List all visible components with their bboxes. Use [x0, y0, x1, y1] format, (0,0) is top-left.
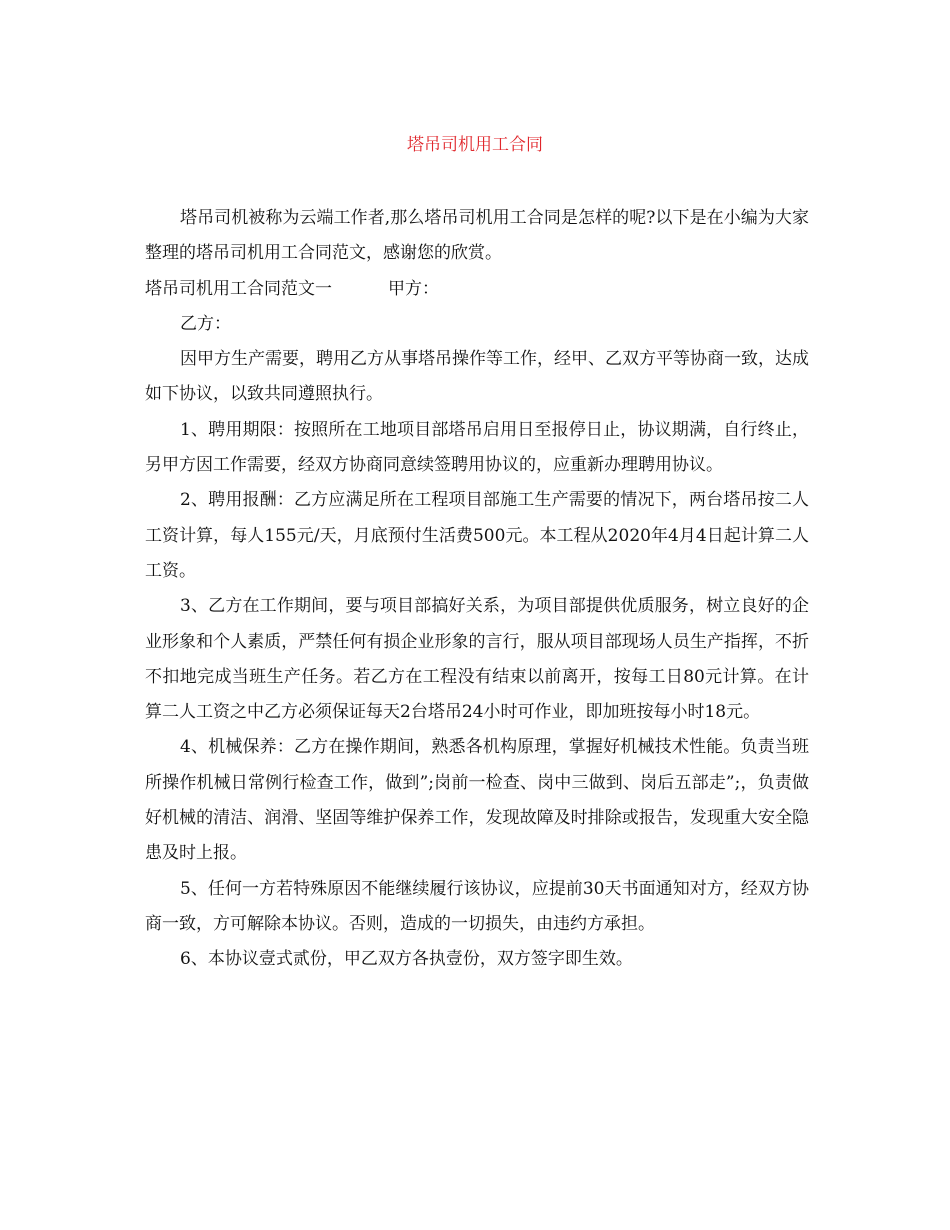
document-title: 塔吊司机用工合同	[407, 135, 543, 155]
clause-3: 3、乙方在工作期间，要与项目部搞好关系，为项目部提供优质服务，树立良好的企业形象和个人素质，严禁任何有损企业形象的言行，服从项目部现场人员生产指挥，不折不扣地完成当班生产任务。若乙方在工程没有结束以前离开，按每工日80元计算。在计算二人工资之中乙方必须保证每天2台塔吊24小时可作业，即加班按每小时18元。	[145, 596, 809, 723]
clause-5: 5、任何一方若特殊原因不能继续履行该协议，应提前30天书面通知对方，经双方协商一致，方可解除本协议。否则，造成的一切损失，由违约方承担。	[145, 878, 809, 934]
clause-6: 6、本协议壹式贰份，甲乙双方各执壹份，双方签字即生效。	[180, 949, 633, 970]
party-b-label: 乙方：	[180, 313, 231, 334]
clause-4: 4、机械保养：乙方在操作期间，熟悉各机构原理，掌握好机械技术性能。负责当班所操作机械日常例行检查工作，做到”;岗前一检查、岗中三做到、岗后五部走”;，负责做好机械的清洁、润滑、坚固等维护保养工作，发现故障及时排除或报告，发现重大安全隐患及时上报。	[145, 737, 809, 864]
clause-2: 2、聘用报酬：乙方应满足所在工程项目部施工生产需要的情况下，两台塔吊按二人工资计算，每人155元/天，月底预付生活费500元。本工程从2020年4月4日起计算二人工资。	[145, 490, 809, 581]
document-body	[145, 201, 809, 978]
sample-heading: 塔吊司机用工合同范文一	[145, 278, 332, 299]
preamble-paragraph: 因甲方生产需要，聘用乙方从事塔吊操作等工作，经甲、乙双方平等协商一致，达成如下协议，以致共同遵照执行。	[145, 349, 809, 405]
intro-paragraph: 塔吊司机被称为云端工作者,那么塔吊司机用工合同是怎样的呢?以下是在小编为大家整理的塔吊司机用工合同范文，感谢您的欣赏。	[145, 208, 809, 264]
clause-1: 1、聘用期限：按照所在工地项目部塔吊启用日至报停日止，协议期满，自行终止，另甲方因工作需要，经双方协商同意续签聘用协议的，应重新办理聘用协议。	[145, 419, 809, 476]
party-a-label: 甲方：	[388, 278, 439, 299]
sample-heading-line	[145, 272, 809, 307]
